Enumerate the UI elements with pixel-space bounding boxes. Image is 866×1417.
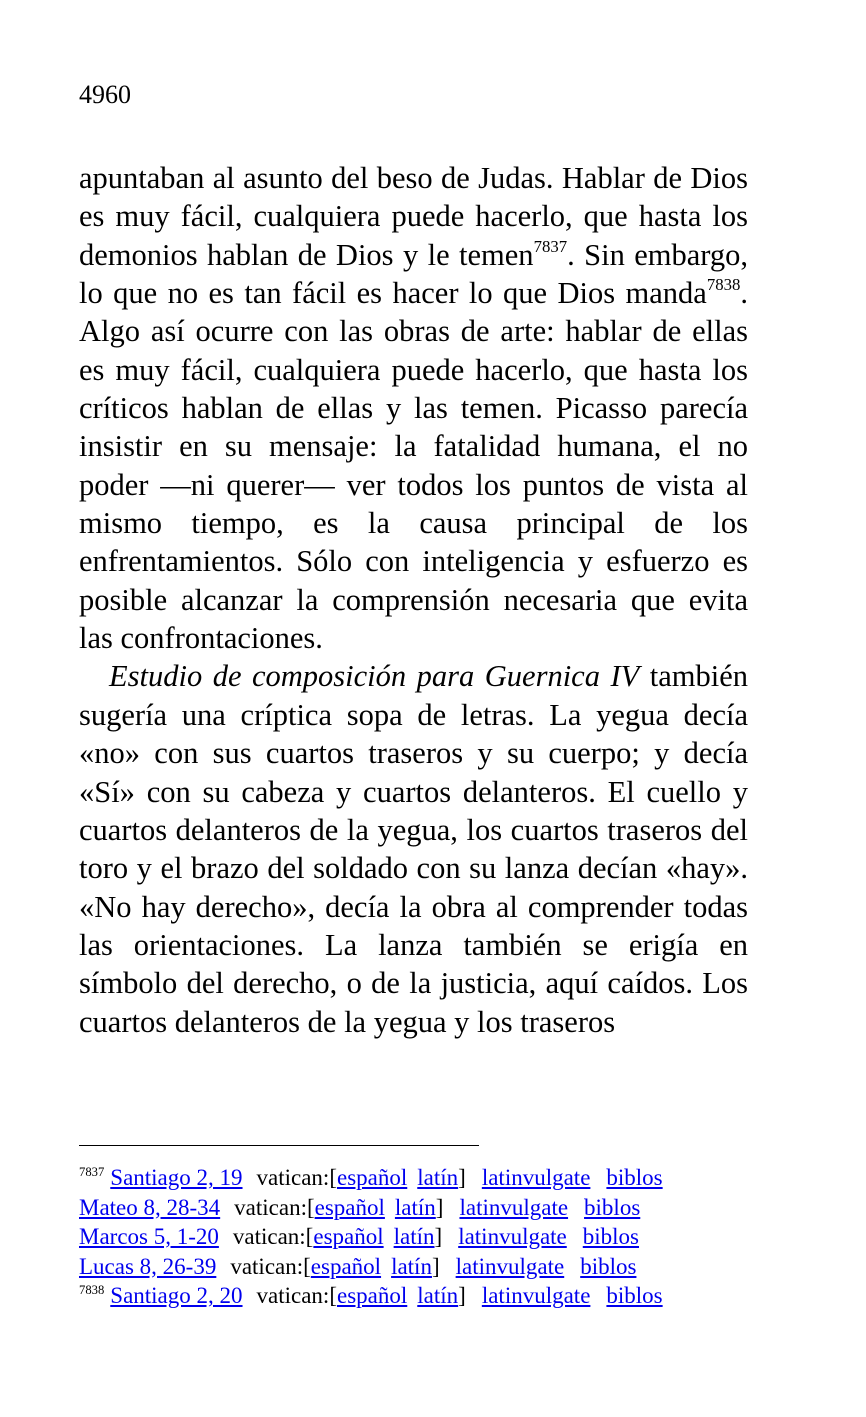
- scripture-reference-link[interactable]: Mateo 8, 28-34: [79, 1194, 221, 1220]
- scripture-reference-link[interactable]: Santiago 2, 19: [110, 1165, 243, 1190]
- scripture-reference-link[interactable]: Santiago 2, 20: [110, 1283, 243, 1308]
- biblos-link[interactable]: biblos: [584, 1194, 641, 1220]
- paragraph: [79, 159, 748, 657]
- vatican-label: vatican:[: [232, 1224, 314, 1249]
- paragraph: [79, 657, 748, 1040]
- scripture-reference-link[interactable]: Marcos 5, 1-20: [79, 1224, 219, 1249]
- vatican-label: vatican:[: [256, 1165, 337, 1190]
- footnote-number: 7837: [79, 1164, 105, 1179]
- latin-link[interactable]: latín: [393, 1224, 435, 1249]
- spanish-link[interactable]: español: [314, 1194, 385, 1220]
- paragraph-text: . Sin embargo, lo que no es tan fácil es hacer lo que Dios manda: [79, 237, 749, 311]
- biblos-link[interactable]: biblos: [582, 1224, 639, 1249]
- footnote-marker: 7838: [706, 275, 741, 295]
- page-number: 4960: [79, 80, 131, 109]
- spanish-link[interactable]: español: [313, 1224, 384, 1249]
- artwork-title: Estudio de composición para Guernica IV: [109, 659, 640, 694]
- latin-link[interactable]: latín: [417, 1165, 459, 1190]
- latinvulgate-link[interactable]: latinvulgate: [481, 1165, 591, 1190]
- latinvulgate-link[interactable]: latinvulgate: [459, 1194, 569, 1220]
- body-text: [79, 159, 748, 1041]
- latin-link[interactable]: latín: [417, 1283, 459, 1308]
- vatican-label: vatican:[: [234, 1194, 315, 1220]
- latin-link[interactable]: latín: [394, 1194, 436, 1220]
- spanish-link[interactable]: español: [310, 1253, 382, 1279]
- biblos-link[interactable]: biblos: [606, 1165, 663, 1190]
- spanish-link[interactable]: español: [337, 1283, 408, 1308]
- footnotes: [79, 1163, 799, 1311]
- bracket-close: ]: [458, 1283, 466, 1308]
- paragraph-text: también sugería una críptica sopa de letras. La yegua decía «no» con sus cuartos traseros y su cuerpo; y decía «Sí» con su cabeza y cuartos delanteros. El cuello y cuartos delanteros de la yegua, los cuartos traseros del toro y el brazo del soldado con su lanza decían «hay». «No hay derecho», decía la obra al comprender todas las orientaciones. La lanza también se erigía en símbolo del derecho, o de la justicia, aquí caídos. Los cuartos delanteros de la yegua y los traseros: [79, 659, 748, 1039]
- footnote-line: [79, 1222, 799, 1252]
- footnote-line: [79, 1193, 799, 1223]
- bracket-close: ]: [434, 1224, 443, 1249]
- biblos-link[interactable]: biblos: [606, 1283, 663, 1308]
- footnote-line: [79, 1163, 799, 1193]
- footnote-divider: [79, 1145, 479, 1146]
- vatican-label: vatican:[: [256, 1283, 337, 1308]
- latinvulgate-link[interactable]: latinvulgate: [481, 1283, 591, 1308]
- biblos-link[interactable]: biblos: [580, 1253, 637, 1279]
- footnote-line: [79, 1252, 799, 1282]
- latinvulgate-link[interactable]: latinvulgate: [458, 1224, 567, 1249]
- paragraph-text: apuntaban al asunto del beso de Judas. Hablar de Dios es muy fácil, cualquiera puede hacerlo, que hasta los demonios hablan de Dios y le temen: [79, 161, 748, 272]
- bracket-close: ]: [458, 1165, 466, 1190]
- vatican-label: vatican:[: [230, 1253, 311, 1279]
- scripture-reference-link[interactable]: Lucas 8, 26-39: [79, 1253, 217, 1279]
- bracket-close: ]: [431, 1253, 440, 1279]
- latin-link[interactable]: latín: [391, 1253, 432, 1279]
- paragraph-text: . Algo así ocurre con las obras de arte: hablar de ellas es muy fácil, cualquiera puede hacerlo, que hasta los críticos hablan de ellas y las temen. Picasso parecía insistir en su mensaje: la fatalidad humana, el no poder —ni querer— ver todos los puntos de vista al mismo tiempo, es la causa principal de los enfrentamientos. Sólo con inteligencia y esfuerzo es posible alcanzar la comprensión necesaria que evita las confrontaciones.: [79, 276, 748, 656]
- spanish-link[interactable]: español: [337, 1165, 408, 1190]
- bracket-close: ]: [435, 1194, 444, 1220]
- footnote-line: [79, 1281, 799, 1311]
- footnote-number: 7838: [79, 1282, 105, 1297]
- footnote-marker: 7837: [533, 237, 568, 257]
- latinvulgate-link[interactable]: latinvulgate: [455, 1253, 565, 1279]
